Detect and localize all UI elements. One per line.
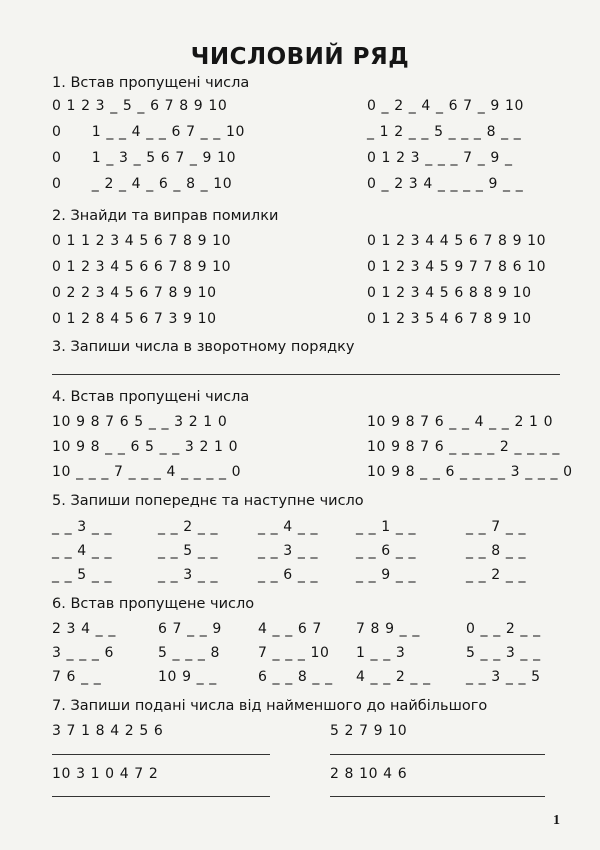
task-3-answer-line[interactable] [52,374,560,375]
task-6-item: 6 7 _ _ 9 [158,621,222,637]
task-5-item: _ _ 6 _ _ [356,543,417,559]
task-4-left-row-1: 10 9 8 7 6 5 _ _ 3 2 1 0 [52,414,228,430]
task-6-item: 10 9 _ _ [158,669,217,685]
task-6-item: 4 _ _ 2 _ _ [356,669,431,685]
task-6-item: 5 _ _ 3 _ _ [466,645,541,661]
task-6-item: 2 3 4 _ _ [52,621,116,637]
page-title: ЧИСЛОВИЙ РЯД [190,44,410,70]
task-5-heading: 5. Запиши попереднє та наступне число [52,493,364,509]
task-5-item: _ _ 9 _ _ [356,567,417,583]
task-5-item: _ _ 8 _ _ [466,543,527,559]
task-5-item: _ _ 3 _ _ [52,519,113,535]
task-6-item: _ _ 3 _ _ 5 [466,669,541,685]
task-2-right-row-3: 0 1 2 3 4 5 6 8 8 9 10 [367,285,532,301]
task-6-item: 5 _ _ _ 8 [158,645,221,661]
task-4-right-row-1: 10 9 8 7 6 _ _ 4 _ _ 2 1 0 [367,414,554,430]
task-7-heading: 7. Запиши подані числа від найменшого до найбільшого [52,698,488,714]
task-2-right-row-4: 0 1 2 3 5 4 6 7 8 9 10 [367,311,532,327]
task-6-item: 7 _ _ _ 10 [258,645,330,661]
task-5-item: _ _ 1 _ _ [356,519,417,535]
task-2-right-row-1: 0 1 2 3 4 4 5 6 7 8 9 10 [367,233,547,249]
task-7-numbers: 10 3 1 0 4 7 2 [52,766,159,782]
task-6-item: 1 _ _ 3 [356,645,406,661]
task-7-answer-line[interactable] [52,754,270,755]
task-2-left-row-4: 0 1 2 8 4 5 6 7 3 9 10 [52,311,217,327]
task-5-item: _ _ 2 _ _ [466,567,527,583]
task-7-answer-line[interactable] [330,754,545,755]
task-2-left-row-2: 0 1 2 3 4 5 6 6 7 8 9 10 [52,259,232,275]
task-3-heading: 3. Запиши числа в зворотному порядку [52,339,355,355]
task-5-item: _ _ 2 _ _ [158,519,219,535]
task-5-item: _ _ 7 _ _ [466,519,527,535]
task-5-item: _ _ 5 _ _ [158,543,219,559]
task-1-left-row-4: 0 _ 2 _ 4 _ 6 _ 8 _ 10 [52,176,233,192]
task-6-item: 3 _ _ _ 6 [52,645,115,661]
task-7-numbers: 3 7 1 8 4 2 5 6 [52,723,164,739]
task-6-item: 6 _ _ 8 _ _ [258,669,333,685]
task-7-answer-line[interactable] [330,796,545,797]
task-5-item: _ _ 4 _ _ [258,519,319,535]
task-5-item: _ _ 3 _ _ [258,543,319,559]
task-7-answer-line[interactable] [52,796,270,797]
task-4-right-row-3: 10 9 8 _ _ 6 _ _ _ _ 3 _ _ _ 0 [367,464,573,480]
task-1-right-row-1: 0 _ 2 _ 4 _ 6 7 _ 9 10 [367,98,524,114]
task-5-item: _ _ 3 _ _ [158,567,219,583]
task-6-heading: 6. Встав пропущене число [52,596,255,612]
task-4-heading: 4. Встав пропущені числа [52,389,250,405]
task-1-right-row-2: _ 1 2 _ _ 5 _ _ _ 8 _ _ [367,124,522,140]
task-7-numbers: 2 8 10 4 6 [330,766,408,782]
task-2-right-row-2: 0 1 2 3 4 5 9 7 7 8 6 10 [367,259,547,275]
task-1-right-row-4: 0 _ 2 3 4 _ _ _ _ 9 _ _ [367,176,524,192]
task-6-item: 0 _ _ 2 _ _ [466,621,541,637]
task-2-left-row-1: 0 1 1 2 3 4 5 6 7 8 9 10 [52,233,232,249]
task-5-item: _ _ 5 _ _ [52,567,113,583]
task-1-left-row-3: 0 1 _ 3 _ 5 6 7 _ 9 10 [52,150,237,166]
task-2-left-row-3: 0 2 2 3 4 5 6 7 8 9 10 [52,285,217,301]
task-4-left-row-2: 10 9 8 _ _ 6 5 _ _ 3 2 1 0 [52,439,239,455]
task-6-item: 7 6 _ _ [52,669,102,685]
task-1-left-row-2: 0 1 _ _ 4 _ _ 6 7 _ _ 10 [52,124,245,140]
task-5-item: _ _ 4 _ _ [52,543,113,559]
page-number: 1 [553,813,560,828]
task-4-right-row-2: 10 9 8 7 6 _ _ _ _ 2 _ _ _ _ [367,439,561,455]
task-6-item: 4 _ _ 6 7 [258,621,322,637]
task-7-numbers: 5 2 7 9 10 [330,723,408,739]
task-6-item: 7 8 9 _ _ [356,621,420,637]
task-4-left-row-3: 10 _ _ _ 7 _ _ _ 4 _ _ _ _ 0 [52,464,242,480]
task-1-right-row-3: 0 1 2 3 _ _ _ 7 _ 9 _ [367,150,513,166]
task-1-heading: 1. Встав пропущені числа [52,75,250,91]
task-1-left-row-1: 0 1 2 3 _ 5 _ 6 7 8 9 10 [52,98,228,114]
task-2-heading: 2. Знайди та виправ помилки [52,208,279,224]
task-5-item: _ _ 6 _ _ [258,567,319,583]
